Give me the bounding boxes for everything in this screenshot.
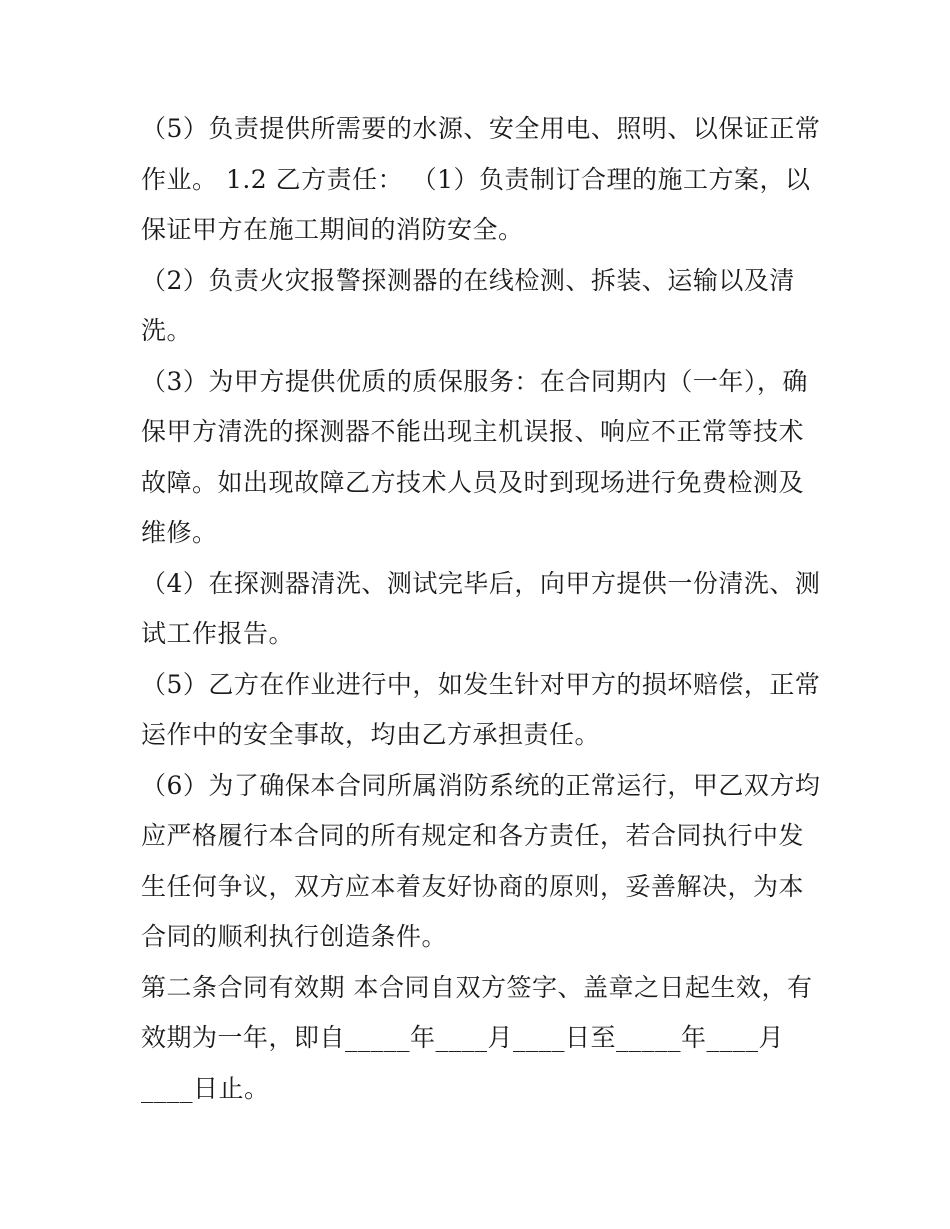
paragraph-party-b-item-3: （3）为甲方提供优质的质保服务：在合同期内（一年），确保甲方清洗的探测器不能出现主机误报、响应不正常等技术故障。如出现故障乙方技术人员及时到现场进行免费检测及维修。: [141, 366, 808, 547]
paragraph-party-b-item-4: （4）在探测器清洗、测试完毕后，向甲方提供一份清洗、测试工作报告。: [141, 568, 821, 648]
paragraph-article-2-validity: 第二条合同有效期 本合同自双方签字、盖章之日起生效，有效期为一年，即自_____年____月____日至_____年____月____日止。: [141, 972, 813, 1103]
paragraph-party-a-item-5: （5）负责提供所需要的水源、安全用电、照明、以保证正常作业。 1.2 乙方责任： （1）负责制订合理的施工方案，以保证甲方在施工期间的消防安全。: [141, 114, 821, 244]
paragraph-party-b-item-5: （5）乙方在作业进行中，如发生针对甲方的损坏赔偿，正常运作中的安全事故，均由乙方承担责任。: [141, 669, 821, 749]
document-body: [141, 104, 821, 1114]
paragraph-party-b-item-2: （2）负责火灾报警探测器的在线检测、拆装、运输以及清洗。: [141, 265, 795, 345]
paragraph-party-b-item-6: （6）为了确保本合同所属消防系统的正常运行，甲乙双方均应严格履行本合同的所有规定和各方责任，若合同执行中发生任何争议，双方应本着友好协商的原则，妥善解决，为本合同的顺利执行创造条件。: [141, 770, 821, 951]
